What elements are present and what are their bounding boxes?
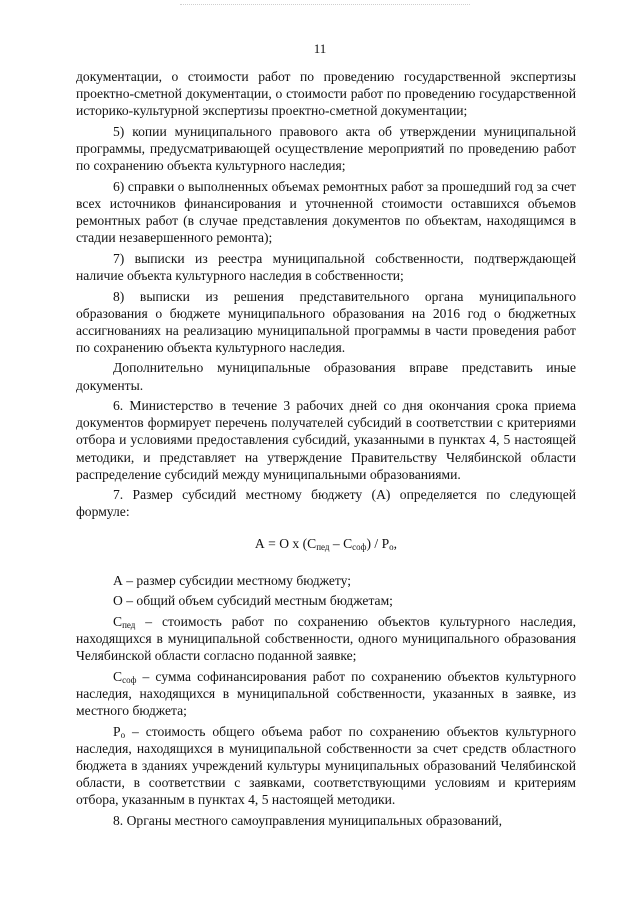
- formula-end: ,: [393, 535, 398, 551]
- paragraph-item-6: 6) справки о выполненных объемах ремонтных работ за прошедший год за счет всех источников финансирования и уточненной стоимости оставшихся объемов ремонтных работ (в случае представления документов по объектам, находящимся в стадии незавершенного ремонта);: [76, 178, 576, 246]
- definition-ro: [76, 723, 576, 808]
- definition-ssof-symbol: С: [113, 668, 123, 684]
- formula-sub-o: о: [389, 541, 394, 552]
- definition-ro-sub: о: [120, 729, 126, 740]
- paragraph-item-7: 7) выписки из реестра муниципальной собственности, подтверждающей наличие объекта культурного наследия в собственности;: [76, 250, 576, 283]
- definition-a: А – размер субсидии местному бюджету;: [113, 572, 352, 588]
- definition-sped-text: – стоимость работ по сохранению объектов культурного наследия, находящихся в муниципальной собственности, одного муниципального образования Челябинской области согласно поданной заявке;: [76, 613, 576, 664]
- paragraph-section-7: 7. Размер субсидий местному бюджету (А) определяется по следующей формуле:: [76, 487, 576, 520]
- scan-artifact-line: [180, 4, 470, 7]
- page-number: 11: [313, 41, 327, 56]
- paragraph-continuation: документации, о стоимости работ по проведению государственной экспертизы проектно-сметной документации, о стоимости работ по проведению государственной историко-культурной экспертизы проектно-сметной документации;: [76, 69, 576, 119]
- definition-sped-symbol: С: [113, 613, 123, 629]
- formula-sub-ped: пед: [316, 541, 330, 552]
- definition-ro-symbol: Р: [113, 723, 121, 739]
- formula-sub-sof: соф: [352, 541, 367, 552]
- formula-div: ) / Р: [366, 535, 390, 551]
- definition-ssof-text: – сумма софинансирования работ по сохранению объектов культурного наследия, находящихся в муниципальной собственности, указанных в заявке, из местного бюджета;: [76, 668, 576, 719]
- definition-ssof: [76, 668, 576, 719]
- paragraph-item-8: 8) выписки из решения представительного органа муниципального образования о бюджете муниципального образования на 2016 год о бюджетных ассигнованиях на реализацию муниципальной программы в части проведения работ по сохранению объекта культурного наследия.: [76, 288, 576, 355]
- definition-ro-text: – стоимость общего объема работ по сохранению объектов культурного наследия, находящихся в муниципальной собственности за счет средств областного бюджета в зданиях учреждений культуры муниципальных образований Челябинской области, в соответствии с заявками, соответствующими условиям и критериям отбора, указанным в пунктах 4, 5 настоящей методики.: [76, 723, 576, 808]
- paragraph-additional: Дополнительно муниципальные образования вправе представить иные документы.: [76, 360, 576, 393]
- paragraph-section-8: 8. Органы местного самоуправления муниципальных образований,: [113, 812, 502, 828]
- definition-o: О – общий объем субсидий местным бюджетам;: [113, 593, 393, 609]
- definition-sped: [76, 613, 576, 664]
- formula-mid: – С: [329, 535, 353, 551]
- formula-lhs: А = О x (С: [254, 535, 317, 551]
- definition-sped-sub: пед: [122, 619, 136, 630]
- paragraph-item-5: 5) копии муниципального правового акта об утверждении муниципальной программы, предусматривающей осуществление мероприятий по проведению работ по сохранению объекта культурного наследия;: [76, 123, 576, 174]
- paragraph-section-6: 6. Министерство в течение 3 рабочих дней со дня окончания срока приема документов формирует перечень получателей субсидий в соответствии с критериями отбора и условиями предоставления субсидий, указанными в пунктах 4, 5 настоящей методики, и представляет на утверждение Правительству Челябинской области распределение субсидий между муниципальными образованиями.: [76, 398, 576, 482]
- subsidy-formula: [76, 535, 576, 552]
- document-body: [76, 68, 576, 832]
- definition-ssof-sub: соф: [122, 674, 137, 685]
